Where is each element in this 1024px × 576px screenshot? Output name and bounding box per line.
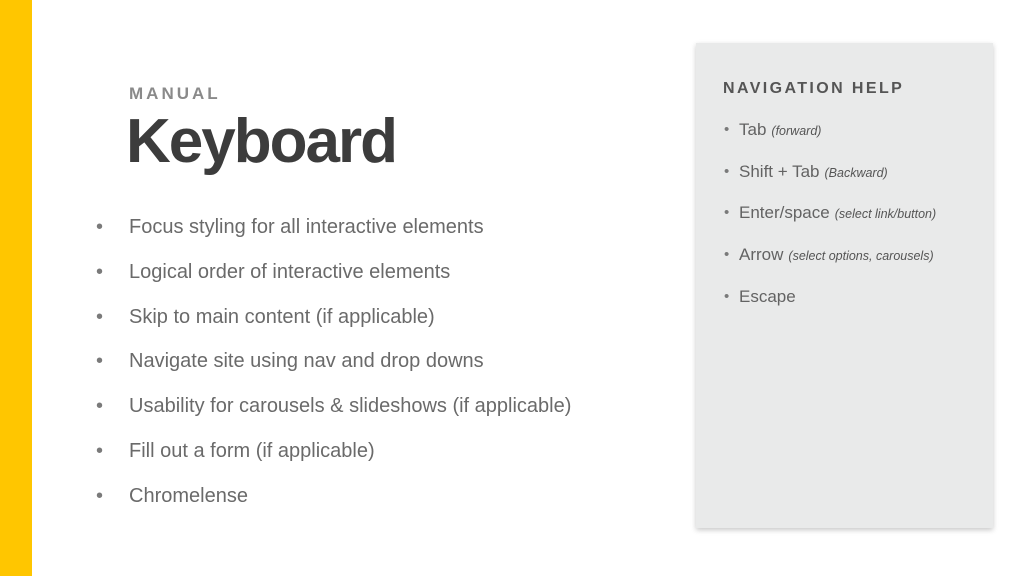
bullet-icon: • bbox=[96, 439, 104, 462]
bullet-icon: • bbox=[724, 204, 730, 222]
bullet-icon: • bbox=[96, 484, 104, 507]
help-item-note: (forward) bbox=[771, 124, 822, 138]
slide-title: Keyboard bbox=[126, 107, 396, 176]
help-item-key-row bbox=[739, 160, 888, 185]
bullet-icon: • bbox=[96, 350, 104, 373]
bullet-icon: • bbox=[96, 395, 104, 418]
card-title: NAVIGATION HELP bbox=[723, 80, 905, 97]
bullet-icon: • bbox=[724, 162, 730, 180]
bullet-icon: • bbox=[724, 246, 730, 264]
list-item-text: Usability for carousels & slideshows (if applicable) bbox=[129, 395, 572, 418]
list-item-text: Logical order of interactive elements bbox=[129, 260, 451, 283]
bullet-icon: • bbox=[96, 216, 104, 238]
help-item-note: (select options, carousels) bbox=[788, 249, 934, 264]
help-item-key: Escape bbox=[739, 286, 796, 306]
list-item-text: Chromelense bbox=[129, 484, 248, 507]
bullet-icon: • bbox=[724, 121, 730, 138]
help-item-note: (select link/button) bbox=[834, 207, 937, 222]
help-item-key: Shift + Tab bbox=[739, 161, 820, 181]
help-item-key-row bbox=[739, 118, 821, 143]
list-item-text: Navigate site using nav and drop downs bbox=[129, 350, 484, 373]
slide-eyebrow: MANUAL bbox=[129, 84, 221, 103]
navigation-help-card bbox=[696, 43, 993, 528]
bullet-icon: • bbox=[96, 260, 104, 283]
help-item-key: Arrow bbox=[739, 245, 784, 265]
bullet-icon: • bbox=[96, 305, 104, 328]
help-item-key-row bbox=[739, 243, 934, 268]
list-item-text: Focus styling for all interactive elements bbox=[129, 216, 484, 238]
help-item-key-row bbox=[739, 201, 936, 226]
help-item-key: Enter/space bbox=[739, 203, 830, 223]
help-item-key: Tab bbox=[739, 120, 767, 139]
list-item-text: Fill out a form (if applicable) bbox=[129, 439, 375, 462]
help-item-key-row bbox=[739, 285, 801, 310]
list-item-text: Skip to main content (if applicable) bbox=[129, 305, 435, 328]
help-item-note: (Backward) bbox=[824, 165, 888, 180]
bullet-icon: • bbox=[724, 287, 730, 305]
accent-bar bbox=[0, 0, 32, 576]
